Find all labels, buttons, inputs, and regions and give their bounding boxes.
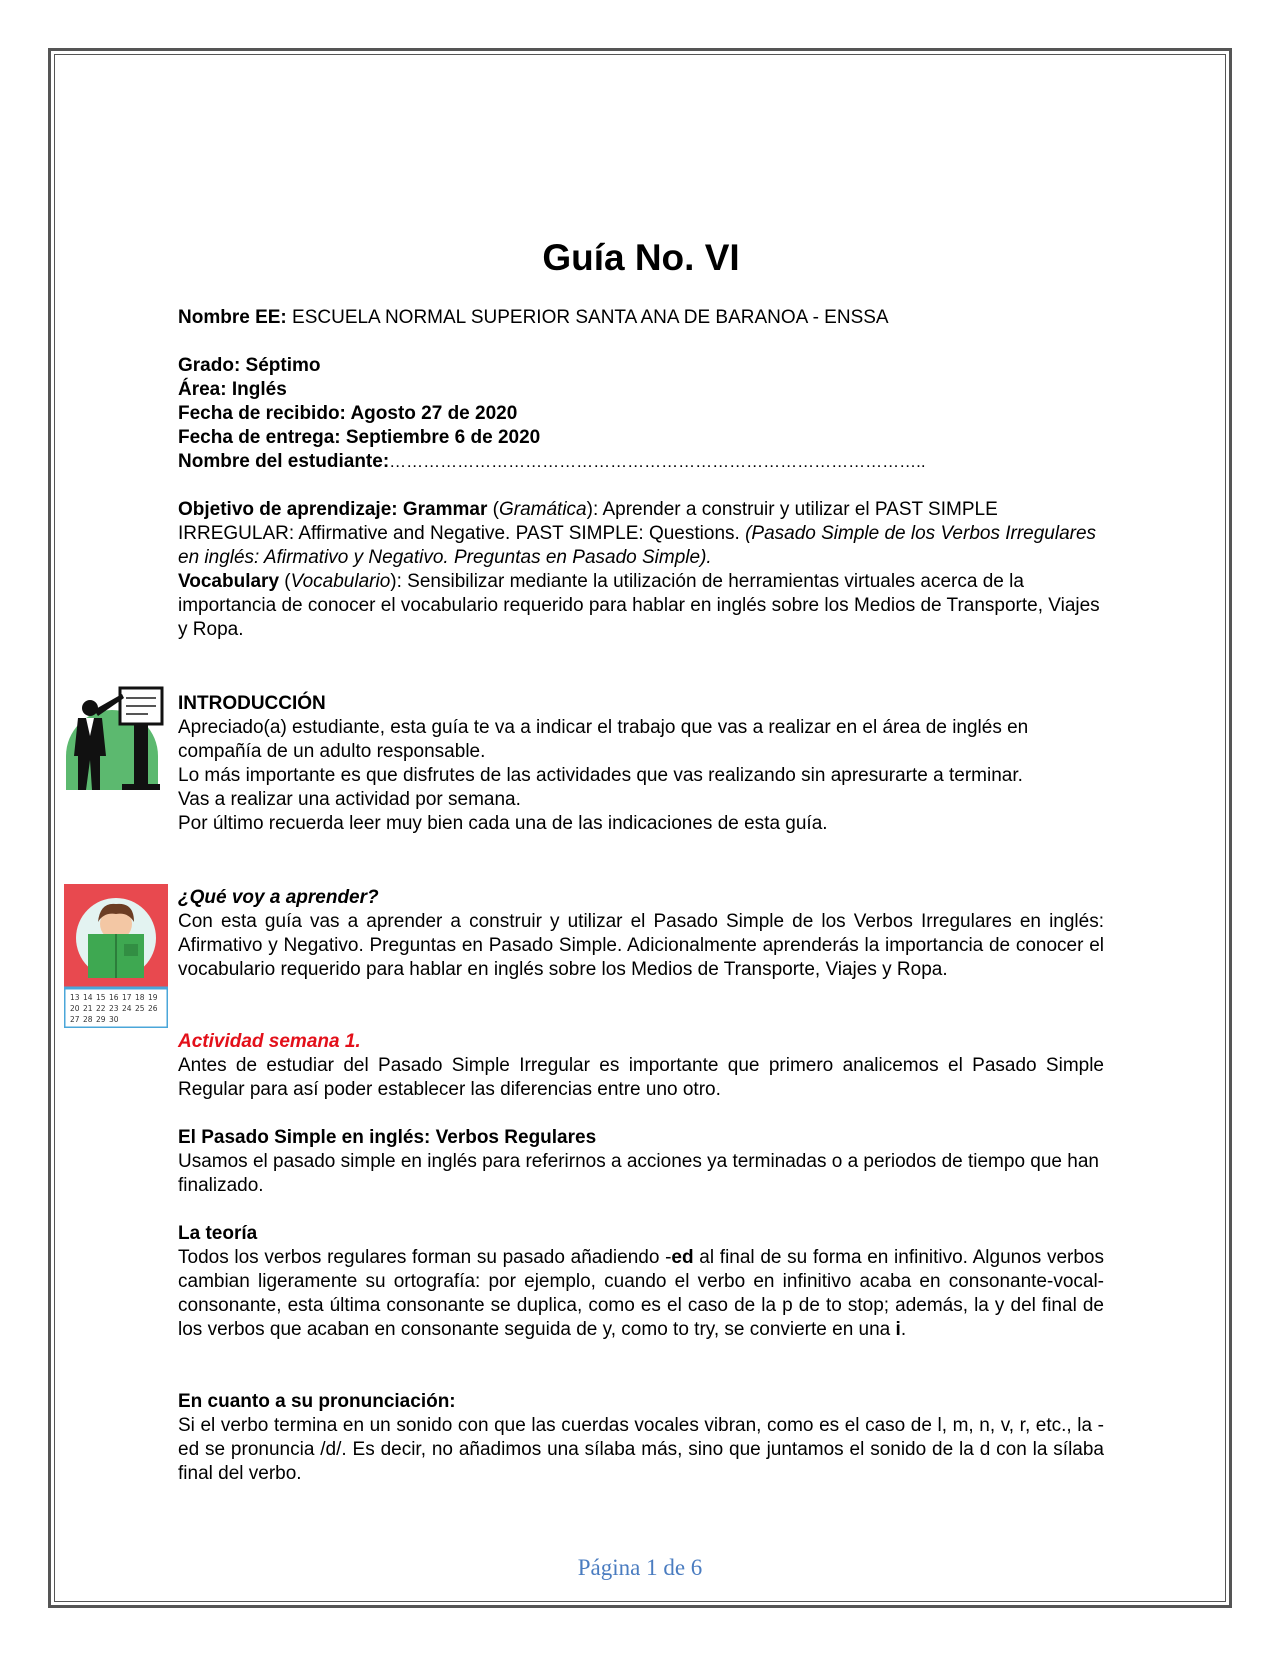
aprender-block	[178, 886, 1104, 982]
calendar-day: 22	[96, 1004, 106, 1013]
teoria-text-2: al final de su forma en infinitivo. Algunos verbos cambian ligeramente su ortografía: por ejemplo, cuando el verbo en infinitivo acaba en consonante-vocal-consonante, esta última consonante se duplica, como es el caso de la p de to stop; además, la y del final de los verbos que acaban en consonante seguida de y, como to try, se convierte en una	[178, 1247, 1104, 1340]
vocabulary-italic: Vocabulario	[290, 571, 391, 592]
regulares-block	[178, 1126, 1104, 1198]
teoria-text-1: Todos los verbos regulares forman su pasado añadiendo -	[178, 1247, 672, 1268]
aprender-heading: ¿Qué voy a aprender?	[178, 887, 379, 908]
objetivo-paragraph	[178, 498, 1104, 570]
calendar-day: 13	[70, 993, 80, 1002]
grado-line: Grado: Séptimo	[178, 355, 321, 376]
intro-block	[178, 692, 1104, 836]
calendar-day: 28	[83, 1015, 93, 1024]
objetivo-gramatica: Gramática	[498, 499, 587, 520]
objetivo-label: Objetivo de aprendizaje: Grammar	[178, 499, 488, 520]
actividad-text: Antes de estudiar del Pasado Simple Irregular es importante que primero analicemos el Pasado Simple Regular para así poder establecer las diferencias entre uno otro.	[178, 1055, 1104, 1100]
estudiante-label: Nombre del estudiante:	[178, 451, 390, 472]
intro-line-1: Apreciado(a) estudiante, esta guía te va a indicar el trabajo que vas a realizar en el área de inglés en compañía de un adulto responsable.	[178, 717, 1029, 762]
teoria-block	[178, 1222, 1104, 1342]
teoria-i: i	[895, 1319, 901, 1340]
calendar-day: 20	[70, 1004, 80, 1013]
calendar-day: 30	[109, 1015, 119, 1024]
calendar-day: 15	[96, 993, 106, 1002]
estudiante-blank: …………………………………………………………………………………..	[389, 452, 926, 471]
calendar-day: 27	[70, 1015, 80, 1024]
actividad-block	[178, 1030, 1104, 1102]
regulares-text: Usamos el pasado simple en inglés para referirnos a acciones ya terminadas o a periodos de tiempo que han finalizado.	[178, 1151, 1099, 1196]
calendar-day: 18	[135, 993, 145, 1002]
calendar-day: 26	[148, 1004, 158, 1013]
area-line: Área: Inglés	[178, 379, 287, 400]
vocabulary-label: Vocabulary	[178, 571, 280, 592]
objetivo-paren: (	[487, 499, 499, 520]
school-name: ESCUELA NORMAL SUPERIOR SANTA ANA DE BARANOA - ENSSA	[292, 307, 889, 328]
school-line	[178, 306, 1104, 330]
objetivo-block	[178, 498, 1104, 642]
teoria-ed: ed	[671, 1247, 694, 1268]
teoria-text-3: .	[900, 1319, 907, 1340]
info-block	[178, 354, 1104, 474]
calendar-day: 19	[148, 993, 158, 1002]
intro-line-2: Lo más importante es que disfrutes de las actividades que vas realizando sin apresurarte a terminar.	[178, 765, 1023, 786]
student-reading-calendar-icon	[64, 884, 168, 1028]
intro-heading: INTRODUCCIÓN	[178, 693, 326, 714]
teacher-presentation-icon	[64, 686, 164, 794]
calendar-day: 29	[96, 1015, 106, 1024]
calendar-day: 17	[122, 993, 132, 1002]
entrega-line: Fecha de entrega: Septiembre 6 de 2020	[178, 427, 541, 448]
recibido-line: Fecha de recibido: Agosto 27 de 2020	[178, 403, 518, 424]
objetivo-italic: (Pasado Simple de los Verbos Irregulares en inglés: Afirmativo y Negativo. Preguntas en Pasado Simple).	[178, 523, 1097, 568]
vocabulary-text: ): Sensibilizar mediante la utilización de herramientas virtuales acerca de la importancia de conocer el vocabulario requerido para hablar en inglés sobre los Medios de Transporte, Viajes y Ropa.	[178, 571, 1100, 640]
school-label: Nombre EE:	[178, 307, 287, 328]
calendar-day: 21	[83, 1004, 93, 1013]
pronunciacion-text: Si el verbo termina en un sonido con que las cuerdas vocales vibran, como es el caso de l, m, n, v, r, etc., la -ed se pronuncia /d/. Es decir, no añadimos una sílaba más, sino que juntamos el sonido de la d con la sílaba final del verbo.	[178, 1415, 1104, 1484]
intro-line-4: Por último recuerda leer muy bien cada una de las indicaciones de esta guía.	[178, 813, 828, 834]
calendar-day: 23	[109, 1004, 119, 1013]
aprender-text: Con esta guía vas a aprender a construir y utilizar el Pasado Simple de los Verbos Irregulares en inglés: Afirmativo y Negativo. Preguntas en Pasado Simple. Adicionalmente aprenderás la importancia de conocer el vocabulario requerido para hablar en inglés sobre los Medios de Transporte, Viajes y Ropa.	[178, 911, 1104, 980]
calendar-day: 16	[109, 993, 119, 1002]
calendar-day: 24	[122, 1004, 132, 1013]
teoria-text	[178, 1246, 1104, 1342]
teoria-heading: La teoría	[178, 1223, 258, 1244]
estudiante-line	[178, 450, 1104, 474]
vocabulary-paragraph	[178, 570, 1104, 642]
objetivo-text: ): Aprender a construir y utilizar el PAST SIMPLE IRREGULAR: Affirmative and Negative. PAST SIMPLE: Questions.	[178, 499, 998, 544]
page-number: Página 1 de 6	[577, 1555, 703, 1580]
regulares-heading: El Pasado Simple en inglés: Verbos Regulares	[178, 1127, 597, 1148]
intro-line-3: Vas a realizar una actividad por semana.	[178, 789, 521, 810]
vocabulary-paren: (	[279, 571, 291, 592]
calendar-day: 14	[83, 993, 93, 1002]
pronunciacion-heading: En cuanto a su pronunciación:	[178, 1391, 456, 1412]
page-title: Guía No. VI	[542, 237, 740, 278]
actividad-heading: Actividad semana 1.	[178, 1031, 361, 1052]
calendar-day: 25	[135, 1004, 145, 1013]
pronunciacion-block	[178, 1390, 1104, 1486]
